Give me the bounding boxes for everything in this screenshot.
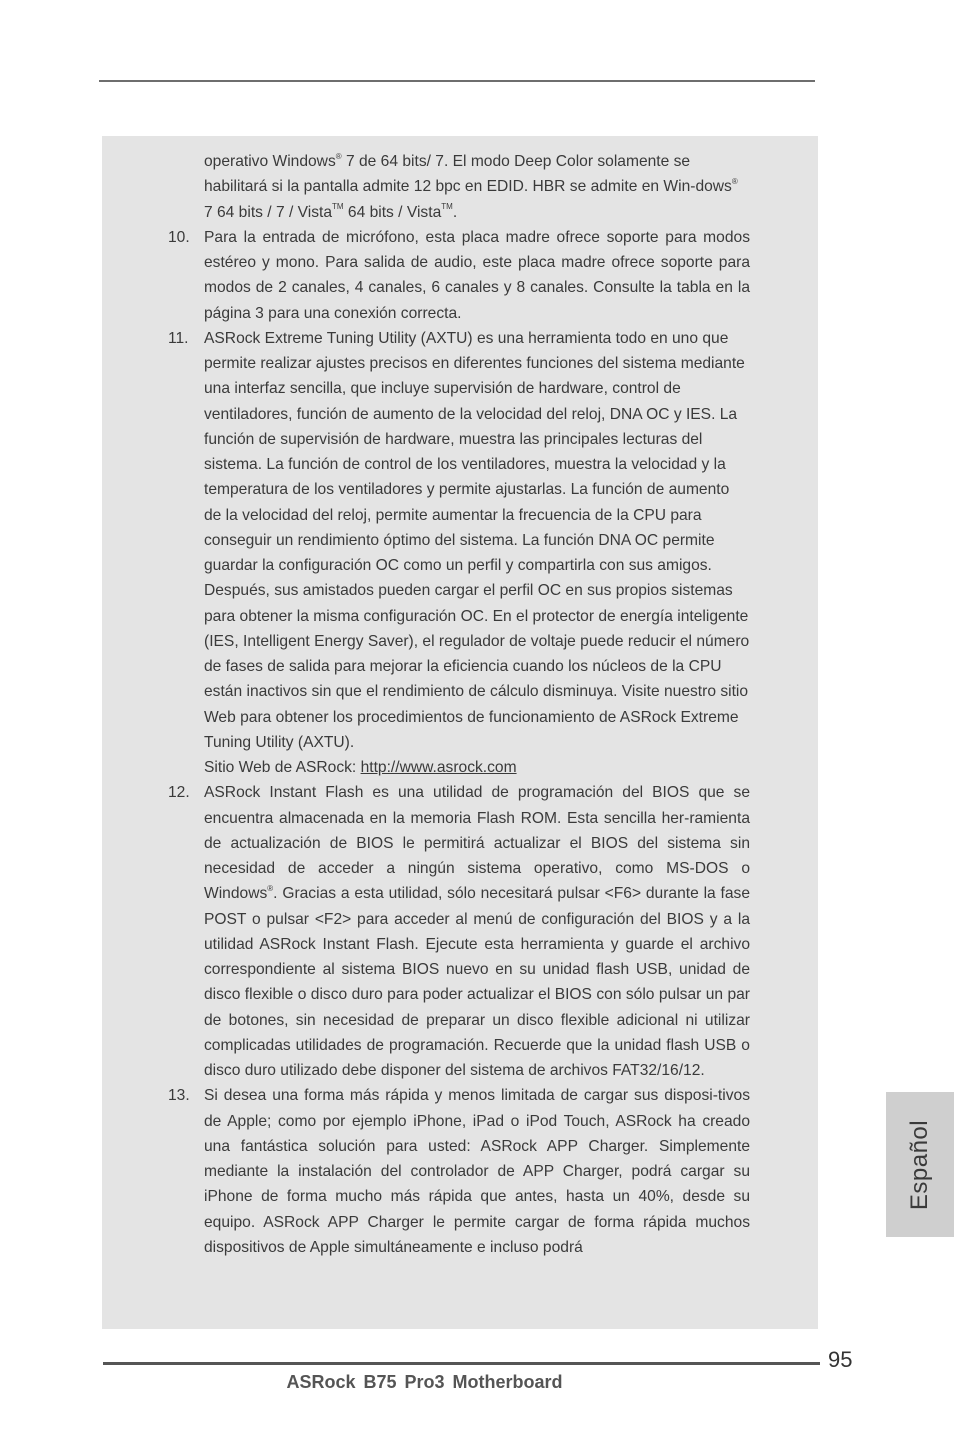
bottom-rule [103,1362,820,1365]
item-number: 11. [168,329,189,347]
list-item-12: 12. ASRock Instant Flash es una utilidad de programación del BIOS que se encuentra almacenada en la memoria Flash ROM. Esta sencilla her-ramienta de actualización de BIOS le permitirá actualizar el BIOS del sistema sin necesidad de acceder a ningún sistema operativo, como MS-DOS o Windows®. Gracias a esta utilidad, sólo necesitará pulsar <F6> durante la fase POST o pulsar <F2> para acceder al menú de configuración del BIOS y a la utilidad ASRock Instant Flash. Ejecute esta herramienta y guarde el archivo correspondiente al sistema BIOS nuevo en su unidad flash USB, unidad de disco flexible o disco duro para poder actualizar el BIOS con sólo pulsar un par de botones, sin necesidad de preparar un disco flexible adicional ni utilizar complicadas utilidades de programación. Recuerde que la unidad flash USB o disco duro utilizado debe disponer del sistema de archivos FAT32/16/12. [204,780,750,1083]
item-text: Para la entrada de micrófono, esta placa madre ofrece soporte para modos estéreo y mono. Para salida de audio, este placa madre ofrece soporte para modos de 2 canales, 4 canales, 6 canales y 8 canales. Consulte la tabla en la página 3 para una conexión correcta. [204,228,750,322]
website-link[interactable]: http://www.asrock.com [360,759,517,776]
item-text: Si desea una forma más rápida y menos limitada de cargar sus disposi-tivos de Apple; como por ejemplo iPhone, iPad o iPod Touch, ASRock ha creado una fantástica solución para usted: ASRock APP Charger. Simplemente mediante la instalación del controlador de APP Charger, podrá cargar su iPhone de forma mucho más rápida que antes, hasta un 40%, desde su equipo. ASRock APP Charger le permite cargar de forma rápida muchos dispositivos de Apple simultáneamente e incluso podrá [204,1087,750,1256]
list-item-11 [168,326,750,781]
list-item-13 [168,1083,750,1260]
item-text: ASRock Extreme Tuning Utility (AXTU) es una herramienta todo en uno que permite realizar ajustes precisos en diferentes funciones del sistema mediante una interfaz sencilla, que incluye supervisión de hardware, control de ventiladores, función de aumento de la velocidad del reloj, DNA OC y IES. La función de supervisión de hardware, muestra las principales lecturas del sistema. La función de control de los ventiladores, muestra la velocidad y la temperatura de los ventiladores y permite ajustarlas. La función de aumento de la velocidad del reloj, permite aumentar la frecuencia de la CPU para conseguir un rendimiento óptimo del sistema. La función DNA OC permite guardar la configuración OC como un perfil y compartirla con sus amigos. Después, sus amistados pueden cargar el perfil OC en sus propios sistemas para obtener la misma configuración OC. En el protector de energía inteligente (IES, Intelligent Energy Saver), el regulador de voltaje puede reducir el número de fases de salida para mejorar la eficiencia cuando los núcleos de la CPU están inactivos sin que el rendimiento de cálculo disminuya. Visite nuestro sitio Web para obtener los procedimientos de funcionamiento de ASRock Extreme Tuning Utility (AXTU). [204,329,750,751]
top-rule [99,80,815,82]
list-item-10 [168,225,750,326]
website-label: Sitio Web de ASRock: [204,759,361,776]
continuation-paragraph: operativo Windows® 7 de 64 bits/ 7. El modo Deep Color solamente se habilitará si la pantalla admite 12 bpc en EDID. HBR se admite en Win-dows® 7 64 bits / 7 / Vista™ 64 bits / Vista™. [204,151,738,221]
content-panel [102,136,818,1329]
language-tab-label: Español [906,1119,933,1210]
footer-product: ASRock B75 Pro3 Motherboard [286,1372,563,1392]
content-body [102,149,818,1260]
item-number: 10. [168,228,190,246]
language-tab [886,1092,954,1237]
page-number: 95 [828,1347,853,1372]
item-number: 13. [168,1087,190,1105]
item-number: 12. [168,784,190,802]
